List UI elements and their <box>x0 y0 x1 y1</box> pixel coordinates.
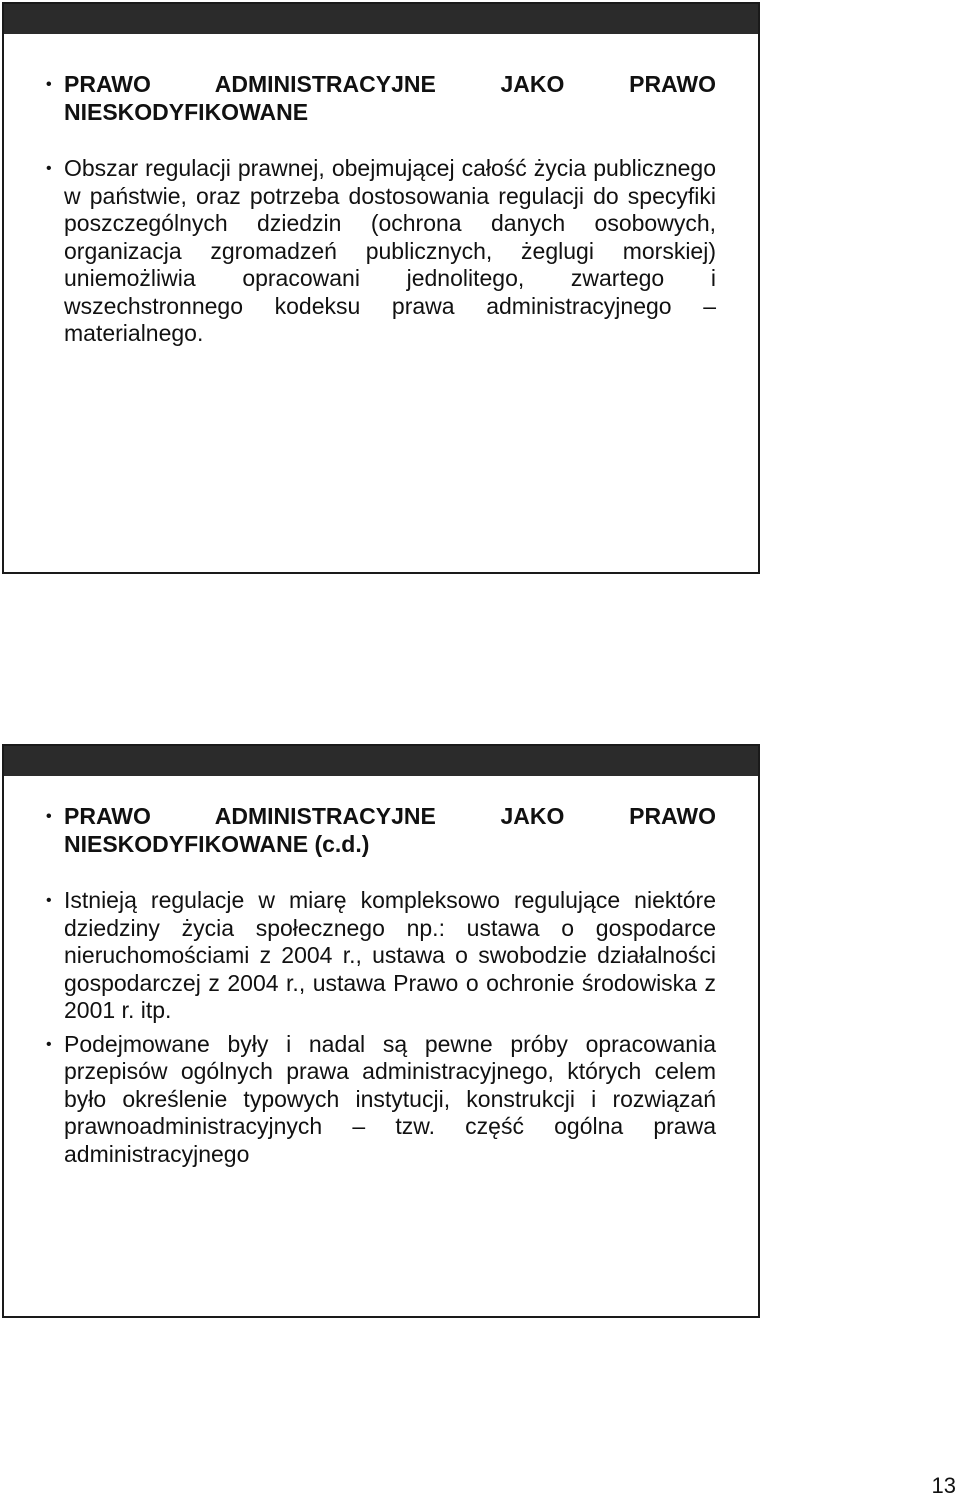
slide-1-header-bar <box>4 4 758 34</box>
bullet-icon: • <box>46 892 52 909</box>
slide-1-heading-text: PRAWO ADMINISTRACYJNE JAKO PRAWO NIESKODYFIKOWANE <box>64 71 716 125</box>
slide-1-content <box>44 71 716 348</box>
slide-2-content <box>44 803 716 1168</box>
slide-2-header-bar <box>4 746 758 776</box>
slide-1-paragraph-1 <box>44 155 716 348</box>
slide-2-heading <box>44 803 716 858</box>
bullet-icon: • <box>46 160 52 177</box>
slide-2-paragraph-1-text: Istnieją regulacje w miarę kompleksowo regulujące niektóre dziedziny życia społecznego np.: ustawa o gospodarce nieruchomościami z 2004 r., ustawa o swobodzie działalności gospodarczej z 2004 r., ustawa Prawo o ochronie środowiska z 2001 r. itp. <box>64 887 716 1023</box>
slide-2-paragraph-2 <box>44 1031 716 1169</box>
slide-2-heading-text: PRAWO ADMINISTRACYJNE JAKO PRAWO NIESKODYFIKOWANE (c.d.) <box>64 803 716 857</box>
slide-2 <box>2 744 760 1318</box>
slide-1 <box>2 2 760 574</box>
bullet-icon: • <box>46 1035 52 1053</box>
page-number: 13 <box>931 1473 956 1498</box>
bullet-icon: • <box>46 76 52 93</box>
bullet-icon: • <box>46 808 52 825</box>
slide-1-heading <box>44 71 716 126</box>
slide-1-paragraph-1-text: Obszar regulacji prawnej, obejmującej całość życia publicznego w państwie, oraz potrzeba dostosowania regulacji do specyfiki poszczególnych dziedzin (ochrona danych osobowych, organizacja zgromadzeń publicznych, żeglugi morskiej) uniemożliwia opracowani jednolitego, zwartego i wszechstronnego kodeksu prawa administracyjnego – materialnego. <box>64 155 716 346</box>
slide-2-paragraph-1 <box>44 887 716 1025</box>
slide-2-paragraph-2-text: Podejmowane były i nadal są pewne próby opracowania przepisów ogólnych prawa administracyjnego, których celem było określenie typowych instytucji, konstrukcji i rozwiązań prawnoadministracyjnych – tzw. część ogólna prawa administracyjnego <box>64 1030 716 1167</box>
